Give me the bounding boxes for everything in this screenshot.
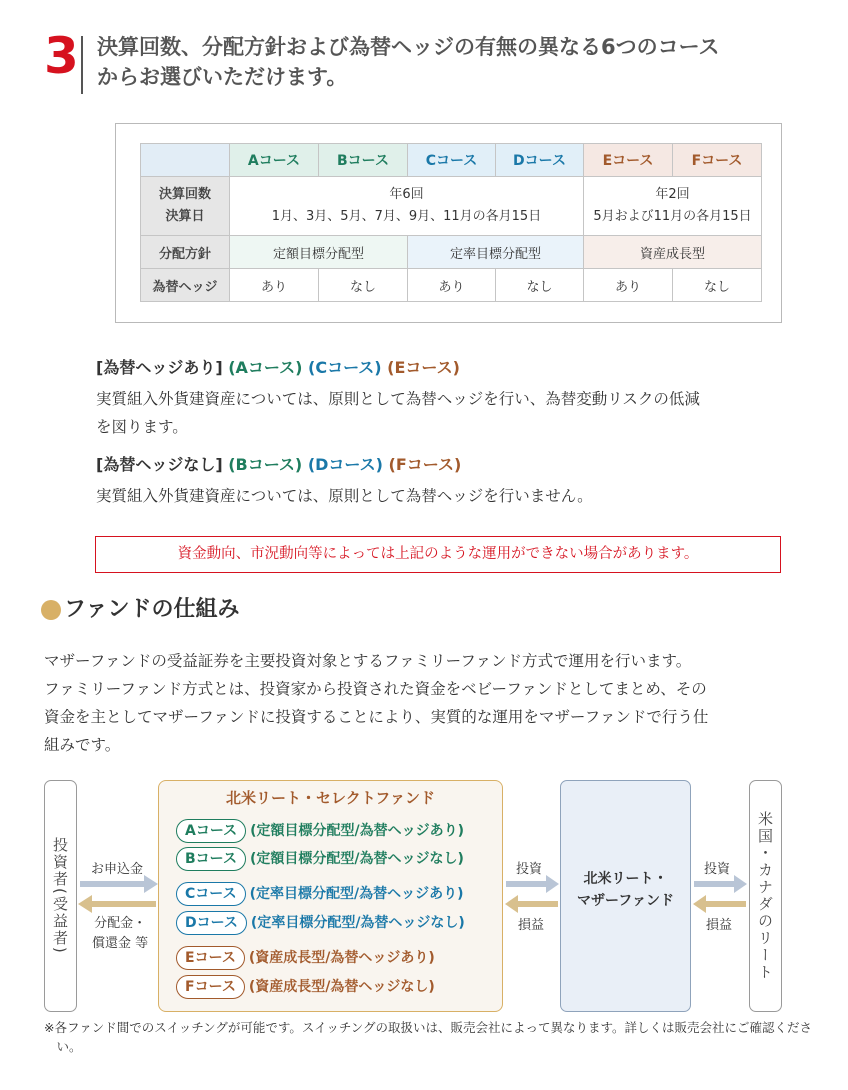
invest-label: 投資	[704, 862, 731, 877]
subscription-label: お申込金	[91, 862, 144, 877]
section-number: 3	[44, 27, 79, 85]
row-label-hedge: 為替ヘッジ	[141, 269, 230, 302]
bullet-dot-icon	[41, 600, 61, 620]
footnote: ※各ファンド間でのスイッチングが可能です。スイッチングの取扱いは、販売会社によって異なります。詳しくは販売会社にご確認ください。	[44, 1020, 812, 1054]
description-line: マザーファンドの受益証券を主要投資対象とするファミリーファンド方式で運用を行います。	[44, 652, 692, 670]
mechanism-description	[44, 647, 789, 759]
description-line: ファミリーファンド方式とは、投資家から投資された資金をベビーファンドとしてまとめ、その	[44, 680, 707, 698]
section-title-line: からお選びいただけます。	[97, 65, 348, 89]
course-tag-b: (Bコース)	[228, 455, 303, 474]
course-item-a	[176, 818, 464, 844]
course-tag-f: (Fコース)	[388, 455, 462, 474]
invest-label: 投資	[516, 862, 543, 877]
hedge-cell: なし	[496, 269, 584, 302]
course-header-d: Dコース	[496, 144, 584, 177]
description-line: 資金を主としてマザーファンドに投資することにより、実質的な運用をマザーファンドで行う仕	[44, 708, 709, 726]
course-desc: (定額目標分配型/為替ヘッジあり)	[250, 823, 465, 839]
course-table	[140, 143, 762, 302]
settlement-count: 年2回	[655, 187, 690, 202]
investor-text: 投資者(受益者)	[51, 837, 69, 955]
table-corner-cell	[141, 144, 230, 177]
payout-line: 分配金・	[94, 916, 147, 931]
course-desc: (定率目標分配型/為替ヘッジあり)	[249, 886, 464, 902]
course-desc: (資産成長型/為替ヘッジあり)	[248, 950, 435, 966]
row-label-settlement	[141, 177, 230, 236]
course-item-b	[176, 846, 464, 872]
course-header-c: Cコース	[408, 144, 496, 177]
hedge-cell: あり	[230, 269, 319, 302]
pl-label: 損益	[518, 918, 545, 933]
hedge-cell: あり	[584, 269, 673, 302]
table-header-row	[141, 144, 762, 177]
course-pill: Cコース	[176, 882, 246, 906]
course-header-f: Fコース	[673, 144, 762, 177]
hedge-cell: なし	[319, 269, 408, 302]
row-label-line: 決算回数	[158, 187, 211, 202]
description-line: 組みです。	[44, 736, 121, 754]
course-pill: Bコース	[176, 847, 246, 871]
arrow-right-icon	[506, 875, 559, 893]
reit-label	[749, 780, 782, 1012]
section-divider	[81, 36, 83, 94]
course-tag-e: (Eコース)	[387, 358, 460, 377]
description-line: を図ります。	[96, 418, 188, 436]
row-label-line: 決算日	[165, 209, 205, 224]
course-tag-d: (Dコース)	[307, 455, 383, 474]
settlement-count: 年6回	[389, 187, 424, 202]
arrow-left-icon	[505, 895, 558, 913]
course-pill: Fコース	[176, 975, 245, 999]
table-row-policy	[141, 236, 762, 269]
settlement-cell-a-d	[230, 177, 584, 236]
arrow-right-icon	[80, 875, 158, 893]
course-tag-c: (Cコース)	[308, 358, 382, 377]
section-title-line: 決算回数、分配方針および為替ヘッジの有無の異なる6つのコース	[97, 35, 720, 59]
course-pill: Dコース	[176, 911, 247, 935]
hedge-without-description: 実質組入外貨建資産については、原則として為替ヘッジを行いません。	[96, 487, 593, 505]
mother-fund-line: 北米リート・	[583, 871, 668, 887]
settlement-dates: 1月、3月、5月、7月、9月、11月の各月15日	[271, 209, 542, 224]
hedge-without-heading	[96, 453, 461, 477]
course-pill: Eコース	[176, 946, 245, 970]
fund-title: 北米リート・セレクトファンド	[226, 789, 435, 807]
reit-text: 米国・カナダのリート	[756, 811, 774, 981]
course-pill: Aコース	[176, 819, 246, 843]
course-header-e: Eコース	[584, 144, 673, 177]
hedge-with-label: [為替ヘッジあり]	[96, 358, 223, 377]
course-item-e	[176, 945, 435, 971]
course-desc: (定額目標分配型/為替ヘッジなし)	[249, 851, 464, 867]
payout-label	[92, 914, 148, 954]
policy-cell-a-b: 定額目標分配型	[230, 236, 408, 269]
arrow-left-icon	[693, 895, 746, 913]
hedge-without-label: [為替ヘッジなし]	[96, 455, 223, 474]
policy-cell-c-d: 定率目標分配型	[408, 236, 584, 269]
pl-label: 損益	[706, 918, 733, 933]
policy-cell-e-f: 資産成長型	[584, 236, 762, 269]
hedge-with-description	[96, 385, 796, 441]
course-tag-a: (Aコース)	[228, 358, 303, 377]
section-title	[97, 32, 817, 92]
description-line: 実質組入外貨建資産については、原則として為替ヘッジを行い、為替変動リスクの低減	[96, 390, 700, 408]
caution-box: 資金動向、市況動向等によっては上記のような運用ができない場合があります。	[95, 536, 781, 573]
mother-fund-label	[560, 868, 691, 912]
hedge-with-heading	[96, 356, 460, 380]
row-label-policy: 分配方針	[141, 236, 230, 269]
course-item-d	[176, 910, 465, 936]
course-desc: (定率目標分配型/為替ヘッジなし)	[250, 915, 465, 931]
course-item-f	[176, 974, 435, 1000]
investor-label	[44, 780, 77, 1012]
mother-fund-line: マザーファンド	[576, 893, 675, 909]
mechanism-title: ファンドの仕組み	[64, 597, 240, 622]
settlement-dates: 5月および11月の各月15日	[593, 209, 752, 224]
settlement-cell-e-f	[584, 177, 762, 236]
course-item-c	[176, 881, 464, 907]
course-desc: (資産成長型/為替ヘッジなし)	[248, 979, 435, 995]
payout-line: 償還金 等	[92, 936, 149, 951]
hedge-cell: あり	[408, 269, 496, 302]
course-header-b: Bコース	[319, 144, 408, 177]
course-header-a: Aコース	[230, 144, 319, 177]
hedge-cell: なし	[673, 269, 762, 302]
table-row-settlement	[141, 177, 762, 236]
arrow-left-icon	[78, 895, 156, 913]
table-row-hedge	[141, 269, 762, 302]
arrow-right-icon	[694, 875, 747, 893]
